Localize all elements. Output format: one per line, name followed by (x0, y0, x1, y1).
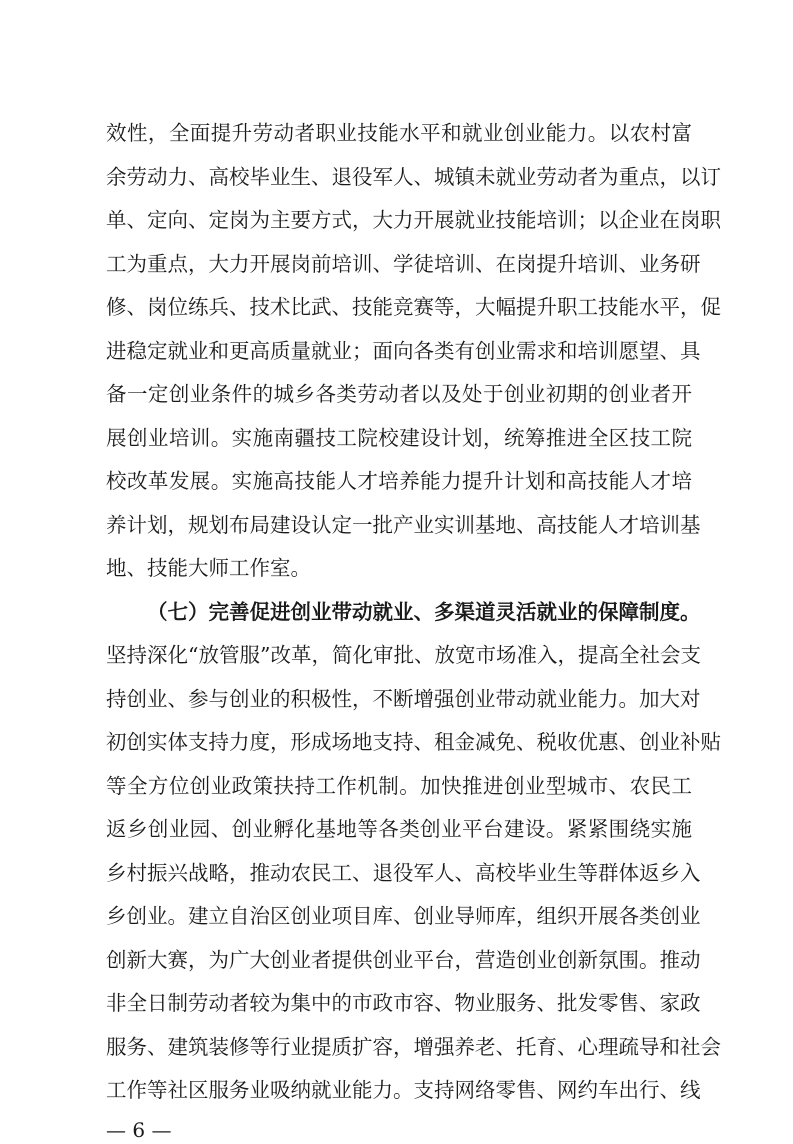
body-text-line: 返乡创业园、创业孵化基地等各类创业平台建设。紧紧围绕实施 (106, 817, 692, 841)
body-text-line: 养计划，规划布局建设认定一批产业实训基地、高技能人才培训基 (106, 512, 701, 537)
body-text-line: 非全日制劳动者较为集中的市政市容、物业服务、批发零售、家政 (106, 991, 701, 1015)
body-text-line: 初创实体支持力度，形成场地支持、租金减免、税收优惠、创业补贴 (106, 730, 721, 754)
body-text-line: 展创业培训。实施南疆技工院校建设计划，统筹推进全区技工院 (106, 425, 692, 450)
body-text-line: 校改革发展。实施高技能人才培养能力提升计划和高技能人才培 (106, 469, 692, 493)
body-text-line: 乡创业。建立自治区创业项目库、创业导师库，组织开展各类创业 (106, 904, 701, 928)
body-text-line: 单、定向、定岗为主要方式，大力开展就业技能培训；以企业在岗职 (106, 208, 721, 232)
body-text-line: 进稳定就业和更高质量就业；面向各类有创业需求和培训愿望、具 (106, 338, 701, 363)
body-text-line: 工为重点，大力开展岗前培训、学徒培训、在岗提升培训、业务研 (106, 251, 701, 276)
body-text-line: 备一定创业条件的城乡各类劳动者以及处于创业初期的创业者开 (106, 382, 692, 406)
body-text-line: 等全方位创业政策扶持工作机制。加快推进创业型城市、农民工 (106, 773, 692, 798)
body-text-line: 坚持深化“放管服”改革，简化审批、放宽市场准入，提高全社会支 (106, 643, 701, 667)
body-text-line: 余劳动力、高校毕业生、退役军人、城镇未就业劳动者为重点，以订 (106, 164, 721, 189)
body-text-line: 持创业、参与创业的积极性，不断增强创业带动就业能力。加大对 (106, 686, 701, 711)
body-text-line: 创新大赛，为广大创业者提供创业平台，营造创业创新氛围。推动 (106, 947, 701, 972)
section-heading: （七）完善促进创业带动就业、多渠道灵活就业的保障制度。 (147, 599, 701, 624)
body-text-line: 服务、建筑装修等行业提质扩容，增强养老、托育、心理疏导和社会 (106, 1034, 721, 1059)
section-heading-line (147, 598, 701, 626)
body-text-line: 工作等社区服务业吸纳就业能力。支持网络零售、网约车出行、线 (106, 1078, 701, 1102)
body-text-line: 修、岗位练兵、技术比武、技能竞赛等，大幅提升职工技能水平，促 (106, 295, 721, 319)
body-text-line: 效性，全面提升劳动者职业技能水平和就业创业能力。以农村富 (106, 121, 692, 145)
body-text-line: 乡村振兴战略，推动农民工、退役军人、高校毕业生等群体返乡入 (106, 860, 701, 885)
page-number: — 6 — (106, 1117, 172, 1142)
body-text-line: 地、技能大师工作室。 (106, 556, 311, 580)
